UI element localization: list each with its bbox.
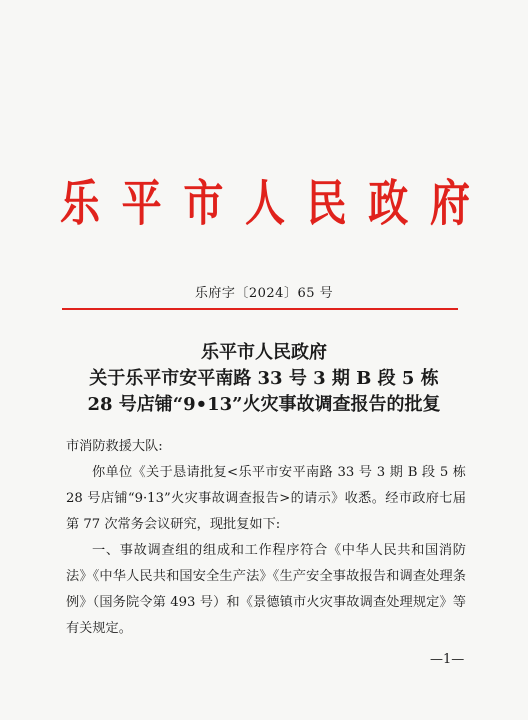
header-char: 府 xyxy=(429,176,470,233)
header-char: 市 xyxy=(183,176,224,233)
body-paragraph-1: 你单位《关于恳请批复<乐平市安平南路 33 号 3 期 B 段 5 栋 28 号店铺“9·13”火灾事故调查报告>的请示》收悉。经市政府七届第 77 次常务会议研究，现批复如下: xyxy=(66,465,466,532)
body-paragraph-2: 一、事故调查组的组成和工作程序符合《中华人民共和国消防法》《中华人民共和国安全生产法》《生产安全事故报告和调查处理条例》（国务院令第 493 号）和《景德镇市火灾事故调查处理规定》等有关规定。 xyxy=(66,543,466,636)
title-line-3: 28 号店铺“9•13”火灾事故调查报告的批复 xyxy=(87,394,441,415)
document-body xyxy=(66,434,466,642)
header-char: 政 xyxy=(368,176,409,233)
document-title xyxy=(0,340,528,418)
addressee: 市消防救援大队: xyxy=(66,439,163,454)
title-line-2: 关于乐平市安平南路 33 号 3 期 B 段 5 栋 xyxy=(89,368,439,389)
red-divider xyxy=(62,308,458,310)
page-number: —1— xyxy=(430,652,465,667)
title-line-1: 乐平市人民政府 xyxy=(201,342,327,363)
header-char: 人 xyxy=(244,176,285,233)
red-header-title xyxy=(60,170,470,238)
document-number: 乐府字〔2024〕65 号 xyxy=(194,286,334,301)
header-char: 乐 xyxy=(60,176,100,233)
header-char: 民 xyxy=(306,176,347,233)
header-char: 平 xyxy=(121,176,162,233)
